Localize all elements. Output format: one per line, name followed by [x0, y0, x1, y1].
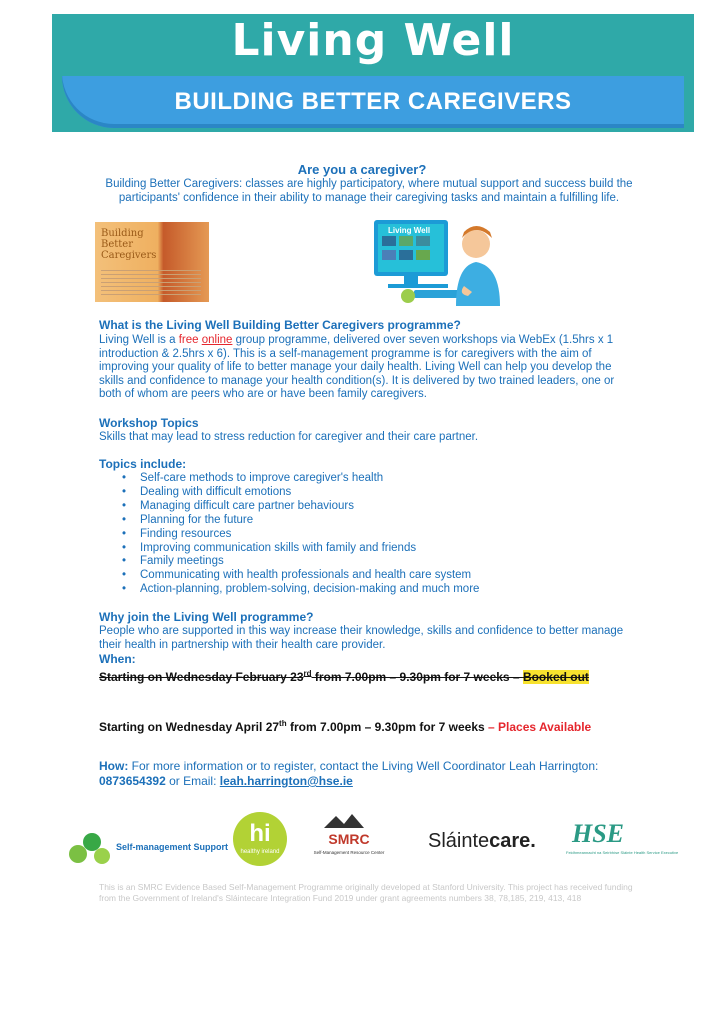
- logo-circle-3: [94, 848, 110, 864]
- list-item: • Action-planning, problem-solving, decision-making and much more: [122, 583, 479, 597]
- monitor-stand: [404, 276, 418, 284]
- monitor-base: [388, 284, 448, 288]
- why-text: People who are supported in this way increase their knowledge, skills and confidence to better manage their health in partnership with their health care provider.: [99, 625, 624, 651]
- phone-number: 0873654392: [99, 774, 166, 788]
- slaintecare-logo: Sláintecare.: [428, 830, 536, 852]
- self-management-label: Self-management Support: [116, 842, 229, 852]
- smrc-subtext: Self-Management Resource Center: [313, 850, 385, 855]
- book-text-lines: [101, 270, 201, 296]
- list-item: • Planning for the future: [122, 514, 479, 528]
- mug: [401, 289, 415, 303]
- email-link[interactable]: leah.harrington@hse.ie: [219, 774, 353, 788]
- topics-list: [122, 472, 479, 597]
- hse-subtext: Feidhmeannacht na Seirbhíse Sláinte Health Service Executive: [566, 850, 679, 855]
- list-item: • Finding resources: [122, 528, 479, 542]
- when-heading: When:: [99, 652, 136, 666]
- list-item: • Dealing with difficult emotions: [122, 486, 479, 500]
- smrc-text: SMRC: [328, 831, 370, 847]
- contact-info: How: For more information or to register, contact the Living Well Coordinator Leah Harrington: 0873654392 or Email: leah.harrington@hse.ie: [99, 759, 599, 788]
- list-item: • Family meetings: [122, 555, 479, 569]
- person-head: [462, 230, 490, 258]
- page-title: Living Well: [231, 15, 515, 66]
- places-available-label: – Places Available: [488, 720, 592, 734]
- workshop-text: Skills that may lead to stress reduction for caregiver and their care partner.: [99, 431, 479, 443]
- screen-label: Living Well: [388, 226, 431, 235]
- person-body: [456, 262, 500, 306]
- self-management-support-logo: [66, 828, 229, 868]
- hi-text: hi: [249, 820, 271, 847]
- book-cover-image: [95, 222, 209, 302]
- hse-logo: [562, 816, 679, 864]
- booked-session: Starting on Wednesday February 23rd from 7.00pm – 9.30pm for 7 weeks – Booked out: [99, 669, 589, 684]
- computer-user-illustration: [368, 216, 504, 306]
- video-tile-1: [382, 236, 396, 246]
- healthy-ireland-logo: [232, 811, 288, 867]
- programme-heading: What is the Living Well Building Better Caregivers programme?: [99, 318, 461, 332]
- list-item: • Self-care methods to improve caregiver's health: [122, 472, 479, 486]
- smrc-mountain: [324, 814, 364, 828]
- list-item: • Improving communication skills with family and friends: [122, 542, 479, 556]
- hse-mark: HSE: [571, 819, 625, 848]
- available-session: Starting on Wednesday April 27th from 7.00pm – 9.30pm for 7 weeks – Places Available: [99, 719, 592, 734]
- video-tile-5: [399, 250, 413, 260]
- topics-heading: Topics include:: [99, 457, 187, 471]
- programme-text: Living Well is a free online group programme, delivered over seven workshops via WebEx (1.5hrs x 1 introduction & 2.5hrs x 6). This is a self-management programme is for caregivers with the aim of improving your quality of life to better manage your daily health. Living Well can help you develop the skills and confidence to manage your health condition(s). It is delivered by two trained leaders, one or both of whom are peers who are or have been family caregivers.: [99, 334, 615, 400]
- video-tile-4: [382, 250, 396, 260]
- online-link[interactable]: online: [201, 334, 233, 346]
- list-item: • Managing difficult care partner behaviours: [122, 500, 479, 514]
- intro-text: Building Better Caregivers: classes are highly participatory, where mutual support and success build the participants' confidence in their ability to manage their caregiving tasks and maintain a fulfilling life.: [105, 178, 633, 204]
- list-item: • Communicating with health professionals and health care system: [122, 569, 479, 583]
- footer-note: This is an SMRC Evidence Based Self-Management Programme originally developed at Stanford University. This project has received funding from the Government of Ireland's Sláintecare Integration Fund 2019 under grant agreements numbers 38, 78,185, 219, 413, 418: [99, 882, 633, 903]
- how-label: How:: [99, 759, 129, 773]
- hi-subtext: healthy ireland: [240, 849, 280, 855]
- intro-heading: Are you a caregiver?: [297, 162, 427, 177]
- video-tile-6: [416, 250, 430, 260]
- smrc-logo: [313, 810, 385, 862]
- logo-circle-2: [83, 833, 101, 851]
- workshop-heading: Workshop Topics: [99, 416, 199, 430]
- free-label: free: [178, 334, 199, 346]
- page-subtitle: BUILDING BETTER CAREGIVERS: [174, 88, 572, 115]
- booked-out-label: Booked out: [522, 670, 589, 684]
- book-title: Building Better Caregivers: [101, 228, 157, 261]
- video-tile-2: [399, 236, 413, 246]
- why-heading: Why join the Living Well programme?: [99, 610, 314, 624]
- logo-circle-1: [69, 845, 87, 863]
- video-tile-3: [416, 236, 430, 246]
